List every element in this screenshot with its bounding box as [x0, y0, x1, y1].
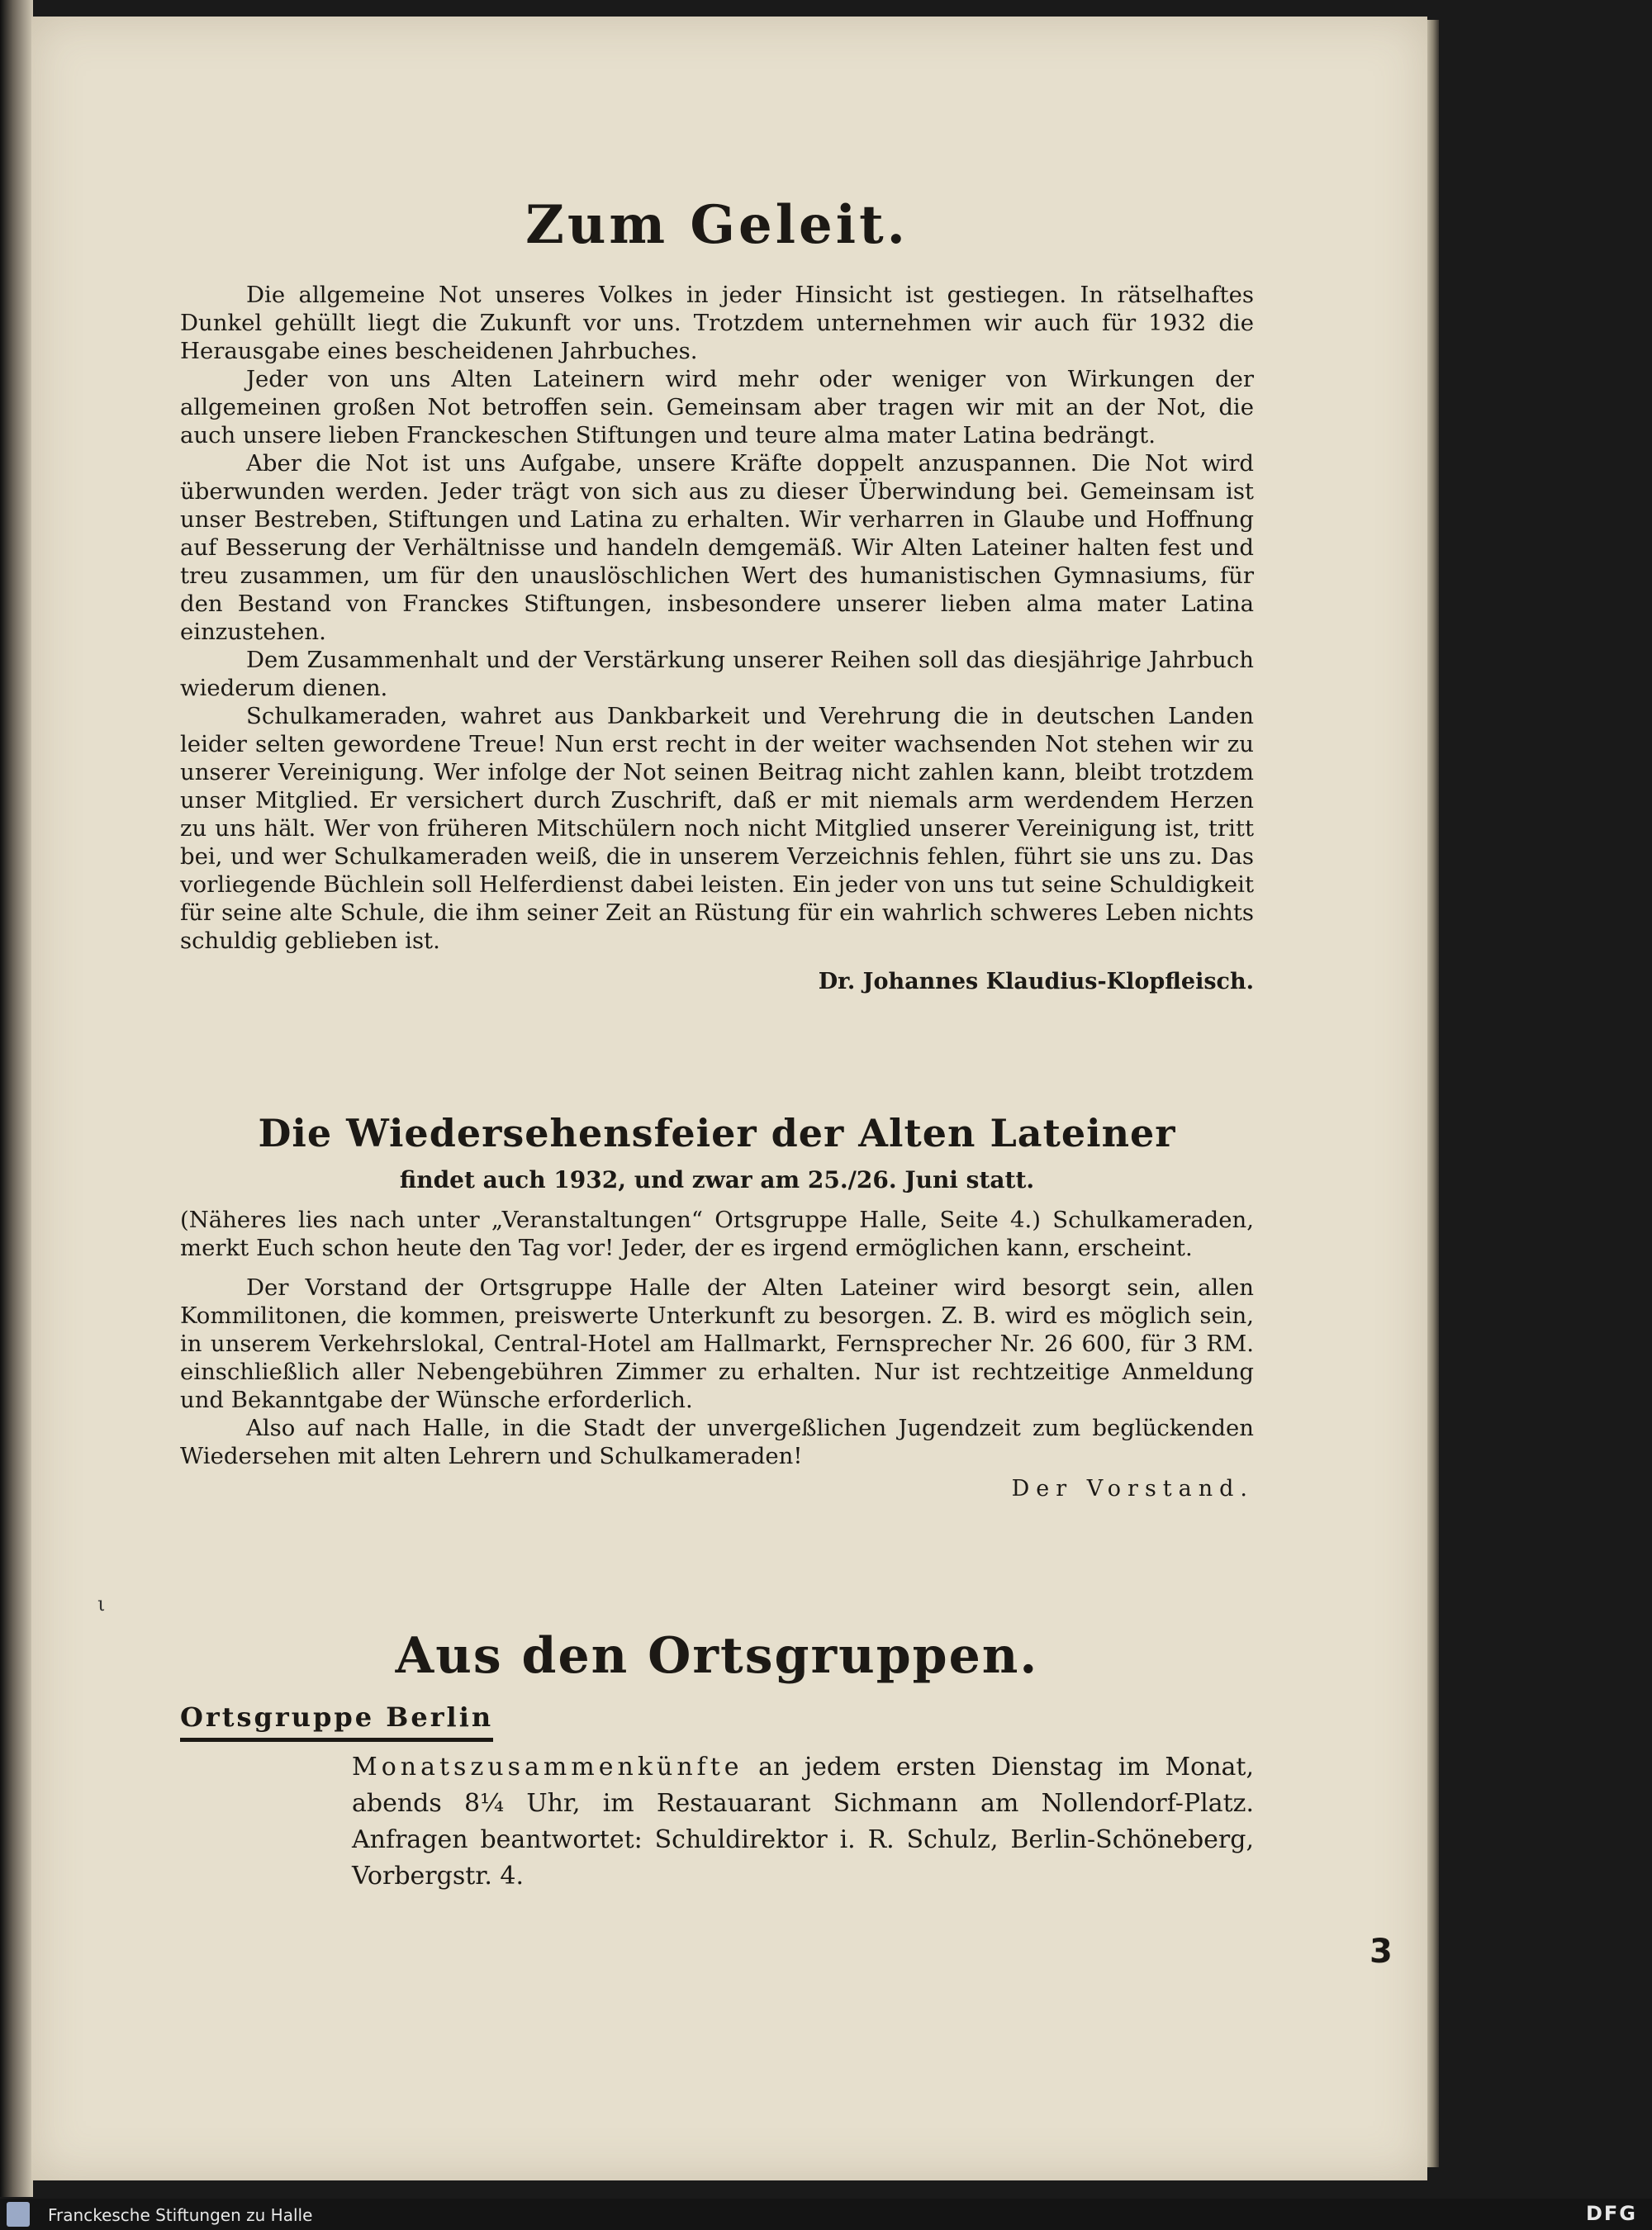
- board-signature: Der Vorstand.: [1011, 1476, 1254, 1502]
- paragraph: Die allgemeine Not unseres Volkes in jeder Hinsicht ist gestiegen. In rätselhaftes Dunkel gehüllt liegt die Zukunft vor uns. Trotzdem unternehmen wir auch für 1932 die Herausgabe eines bescheidenen Jahrbuches.: [180, 282, 1254, 364]
- dfg-logo: DFG: [1585, 2202, 1637, 2225]
- page-stack-edge: [1427, 20, 1439, 2167]
- institution-name: Franckesche Stiftungen zu Halle: [48, 2205, 313, 2225]
- group-berlin-text: [352, 1749, 1254, 1895]
- heading-ortsgruppen: Aus den Ortsgruppen.: [395, 1627, 1039, 1685]
- scanned-page: [31, 17, 1427, 2180]
- paragraph: (Näheres lies nach unter „Veranstaltungen“ Ortsgruppe Halle, Seite 4.) Schulkameraden, merkt Euch schon heute den Tag vor! Jeder, der es irgend ermöglichen kann, erscheint.: [180, 1207, 1254, 1261]
- heading-zum-geleit: Zum Geleit.: [525, 194, 909, 256]
- author-signature: Dr. Johannes Klaudius-Klopfleisch.: [818, 969, 1254, 994]
- paragraph: Schulkameraden, wahret aus Dankbarkeit und Verehrung die in deutschen Landen leider selten gewordene Treue! Nun erst recht in der weiter wachsenden Not stehen wir zu unserer Vereinigung. Wer infolge der Not seinen Beitrag nicht zahlen kann, bleibt trotzdem unser Mitglied. Er versichert durch Zuschrift, daß er mit niemals arm werdendem Herzen zu uns hält. Wer von früheren Mitschülern noch nicht Mitglied unserer Vereinigung ist, tritt bei, und wer Schulkameraden weiß, die in unserem Verzeichnis fehlen, führt sie uns zu. Das vorliegende Büchlein soll Helferdienst dabei leisten. Ein jeder von uns tut seine Schuldigkeit für seine alte Schule, die ihm seiner Zeit an Rüstung für ein wahrlich schweres Leben nichts schuldig geblieben ist.: [180, 703, 1254, 954]
- paragraph: Aber die Not ist uns Aufgabe, unsere Kräfte doppelt anzuspannen. Die Not wird überwunden werden. Jeder trägt von sich aus zu dieser Überwindung bei. Gemeinsam ist unser Bestreben, Stiftungen und Latina zu erhalten. Wir verharren in Glaube und Hoffnung auf Besserung der Verhältnisse und handeln demgemäß. Wir Alten Lateiner halten fest und treu zusammen, um für den unauslöschlichen Wert des humanistischen Gymnasiums, für den Bestand von Franckes Stiftungen, insbesondere unserer lieben alma mater Latina einzustehen.: [180, 450, 1254, 645]
- meeting-details: an jedem ersten Dienstag im Monat, abends 8¼ Uhr, im Restauarant Sichmann am Nollendorf-Platz. Anfragen beantwortet: Schuldirektor i. R. Schulz, Berlin-Schöneberg, Vorbergstr. 4.: [352, 1753, 1254, 1891]
- section-wiedersehensfeier-body: [180, 1206, 1254, 1503]
- paragraph: Jeder von uns Alten Lateinern wird mehr oder weniger von Wirkungen der allgemeinen großen Not betroffen sein. Gemeinsam aber tragen wir mit an der Not, die auch unsere lieben Franckeschen Stiftungen und teure alma mater Latina bedrängt.: [180, 366, 1254, 448]
- meeting-label: Monatszusammenkünfte: [352, 1753, 743, 1782]
- section-geleit-body: [180, 281, 1254, 996]
- paragraph-gap: [180, 1262, 1254, 1274]
- institution-logo-icon: [7, 2202, 30, 2227]
- stray-mark: ι: [97, 1592, 106, 1616]
- paragraph: Dem Zusammenhalt und der Verstärkung unserer Reihen soll das diesjährige Jahrbuch wiederum dienen.: [180, 647, 1254, 701]
- group-heading-berlin: Ortsgruppe Berlin: [180, 1701, 493, 1742]
- subheading-date: findet auch 1932, und zwar am 25./26. Juni statt.: [399, 1166, 1035, 1193]
- book-spine-edge: [0, 0, 33, 2197]
- paragraph: Also auf nach Halle, in die Stadt der unvergeßlichen Jugendzeit zum beglückenden Wiedersehen mit alten Lehrern und Schulkameraden!: [180, 1415, 1254, 1469]
- viewer-footer-bar: [0, 2199, 1652, 2230]
- page-number: 3: [1370, 1933, 1393, 1971]
- paragraph: Der Vorstand der Ortsgruppe Halle der Alten Lateiner wird besorgt sein, allen Kommilitonen, die kommen, preiswerte Unterkunft zu besorgen. Z. B. wird es möglich sein, in unserem Verkehrslokal, Central-Hotel am Hallmarkt, Fernsprecher Nr. 26 600, für 3 RM. einschließlich aller Nebengebühren Zimmer zu erhalten. Nur ist rechtzeitige Anmeldung und Bekanntgabe der Wünsche erforderlich.: [180, 1274, 1254, 1413]
- heading-wiedersehensfeier: Die Wiedersehensfeier der Alten Lateiner: [258, 1111, 1176, 1155]
